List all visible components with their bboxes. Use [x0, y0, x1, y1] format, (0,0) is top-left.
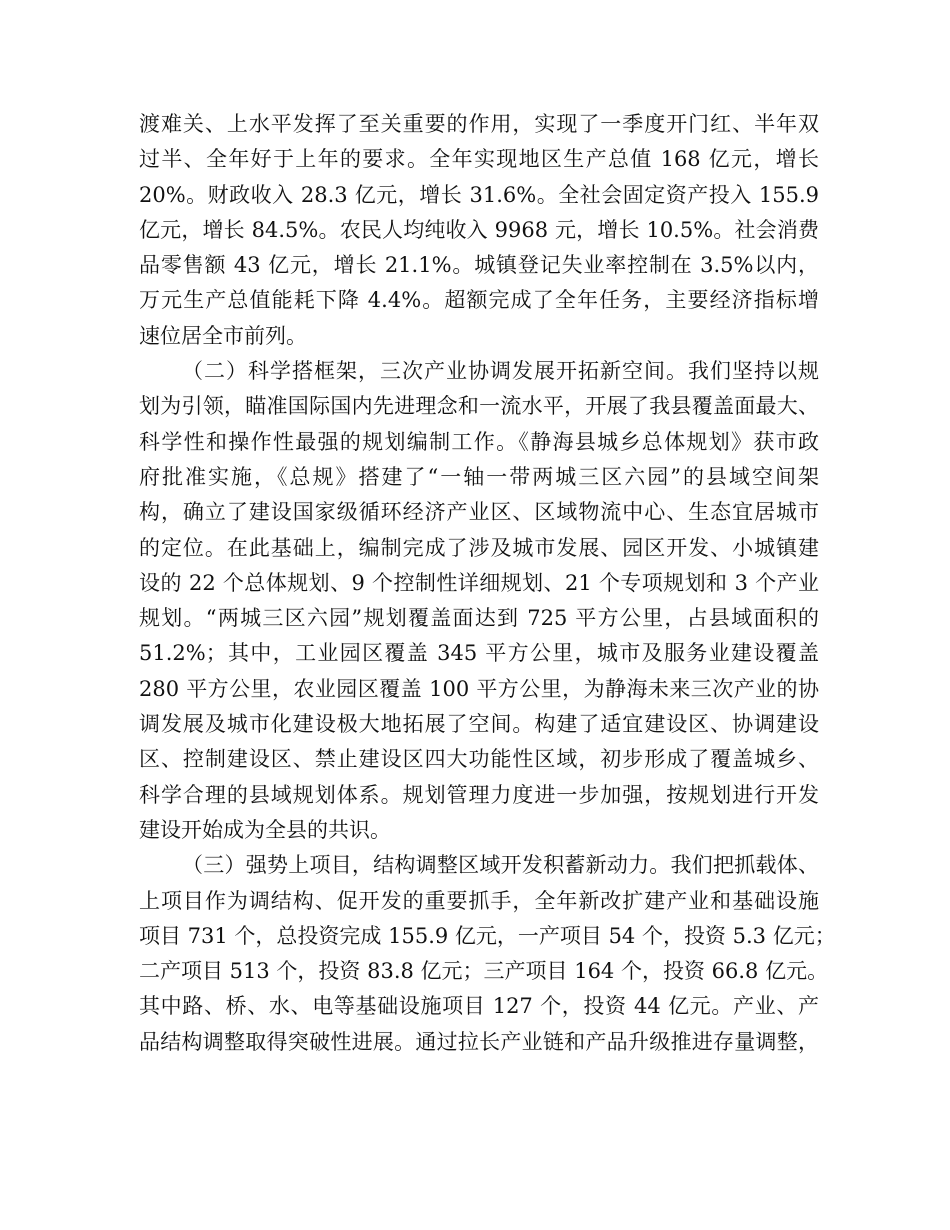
- text-line-18: 调发展及城市化建设极大地拓展了空间。构建了适宜建设区、协调建设: [139, 712, 819, 737]
- text-line-12: 构，确立了建设国家级循环经济产业区、区域物流中心、生态宜居城市: [139, 500, 819, 525]
- text-line-4: 亿元，增长 84.5%。农民人均纯收入 9968 元，增长 10.5%。社会消费: [139, 217, 819, 242]
- text-line-3: 20%。财政收入 28.3 亿元，增长 31.6%。全社会固定资产投入 155.9: [139, 182, 819, 207]
- text-line-14: 设的 22 个总体规划、9 个控制性详细规划、21 个专项规划和 3 个产业: [139, 570, 819, 595]
- text-line-8: （二）科学搭框架，三次产业协调发展开拓新空间。我们坚持以规: [182, 359, 819, 384]
- text-line-25: 二产项目 513 个，投资 83.8 亿元；三产项目 164 个，投资 66.8 亿元。: [139, 959, 829, 984]
- text-line-26: 其中路、桥、水、电等基础设施项目 127 个，投资 44 亿元。产业、产: [139, 994, 819, 1019]
- text-line-2: 过半、全年好于上年的要求。全年实现地区生产总值 168 亿元，增长: [139, 147, 819, 172]
- text-line-6: 万元生产总值能耗下降 4.4%。超额完成了全年任务，主要经济指标增: [139, 288, 819, 313]
- text-line-16: 51.2%；其中，工业园区覆盖 345 平方公里，城市及服务业建设覆盖: [139, 641, 819, 666]
- text-line-9: 划为引领，瞄准国际国内先进理念和一流水平，开展了我县覆盖面最大、: [139, 394, 819, 419]
- text-line-22: （三）强势上项目，结构调整区域开发积蓄新动力。我们把抓载体、: [182, 853, 819, 878]
- text-line-20: 科学合理的县域规划体系。规划管理力度进一步加强，按规划进行开发: [139, 782, 819, 807]
- text-line-21: 建设开始成为全县的共识。: [139, 817, 391, 842]
- text-line-15: 规划。“两城三区六园”规划覆盖面达到 725 平方公里，占县域面积的: [139, 606, 819, 631]
- text-line-10: 科学性和操作性最强的规划编制工作。《静海县城乡总体规划》获市政: [139, 429, 819, 454]
- text-line-1: 渡难关、上水平发挥了至关重要的作用，实现了一季度开门红、半年双: [139, 112, 819, 136]
- text-line-11: 府批准实施，《总规》搭建了“一轴一带两城三区六园”的县域空间架: [139, 464, 819, 489]
- text-line-24: 项目 731 个，总投资完成 155.9 亿元，一产项目 54 个，投资 5.3 亿元；: [139, 923, 836, 948]
- document-body: [139, 107, 836, 1060]
- text-line-27: 品结构调整取得突破性进展。通过拉长产业链和产品升级推进存量调整，: [139, 1029, 819, 1054]
- text-line-17: 280 平方公里，农业园区覆盖 100 平方公里，为静海未来三次产业的协: [139, 676, 819, 701]
- text-line-7: 速位居全市前列。: [139, 323, 307, 348]
- text-line-19: 区、控制建设区、禁止建设区四大功能性区域，初步形成了覆盖城乡、: [139, 747, 819, 772]
- text-line-5: 品零售额 43 亿元，增长 21.1%。城镇登记失业率控制在 3.5%以内，: [139, 253, 819, 278]
- text-line-23: 上项目作为调结构、促开发的重要抓手，全年新改扩建产业和基础设施: [139, 888, 819, 913]
- text-line-13: 的定位。在此基础上，编制完成了涉及城市发展、园区开发、小城镇建: [139, 535, 819, 560]
